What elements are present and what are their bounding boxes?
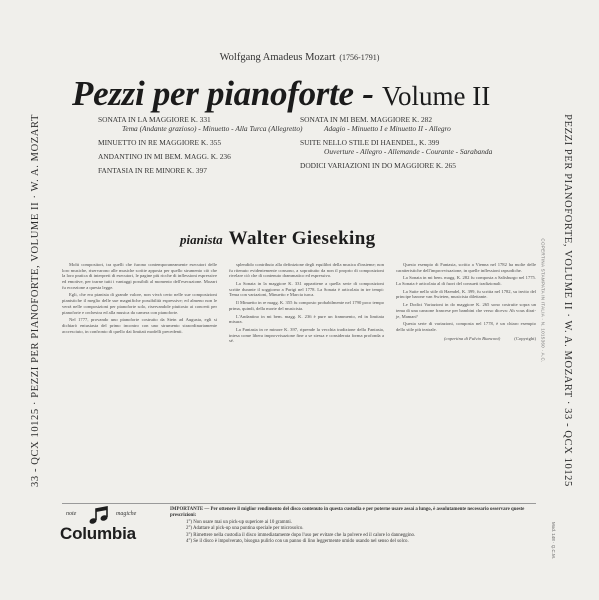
album-title-main: Pezzi per pianoforte	[72, 74, 354, 113]
spine-left	[20, 0, 50, 600]
liner-paragraph: Nel 1777, provando uno pianoforte costruito da Stein ad Augusta, egli si dichiarò entusiasta del primo incontro con uno strumento straordinariamente accresciuto, in confronto di quello dai limitati modelli precedenti.	[62, 317, 217, 334]
work-item	[98, 153, 308, 162]
liner-paragraph: Il Minuetto in re magg. K. 355 fu composto probabilmente nel 1790 poco tempo prima, quindi, della morte del musicista.	[229, 300, 384, 311]
important-notice	[170, 507, 536, 545]
work-item	[98, 116, 308, 134]
work-title: SUITE NELLO STILE DI HAENDEL, K. 399	[300, 137, 440, 147]
album-title	[72, 74, 490, 114]
composer-name: Wolfgang Amadeus Mozart	[219, 52, 336, 63]
important-item: 1°) Non usare mai un pick-up superiore ai 10 grammi.	[186, 519, 292, 525]
liner-paragraph: La Sonata in mi bem. magg. K. 282 fu composta a Salisburgo nel 1775. La Sonata è articolata al di fuori del consueti tradizionali.	[396, 275, 536, 287]
columbia-logo	[60, 508, 156, 568]
logo-word-note: note	[66, 511, 77, 517]
work-item	[300, 116, 540, 134]
work-movements: Adagio - Minuetto I e Minuetto II - Allegro	[324, 123, 451, 133]
liner-paragraph: splendido contributo alla definizione degli equilibri della musica d'insieme; non fu ritenuto evidentemente consono, a soprattutto da non il proprio di composizioni rivelare ciò che di contenuto drammatico ed espressivo.	[229, 262, 384, 279]
work-movements: Ouverture - Allegro - Allemande - Courante - Sarabanda	[324, 146, 493, 156]
work-title: SONATA IN MI BEM. MAGGIORE K. 282	[300, 115, 433, 124]
copyright-notice: (Copyright)	[514, 335, 536, 341]
composer-line	[0, 52, 599, 63]
important-item: 3°) Rimettere nella custodia il disco immediatamente dopo l'uso per evitare che la polvere ed il calore lo danneggino.	[186, 532, 416, 538]
important-item: 4°) Se il disco è impolverato, bisogna pulirlo con un panno di lino leggermente umido usando nel senso del solco.	[186, 538, 409, 544]
work-title: ANDANTINO IN MI BEM. MAGG. K. 236	[98, 151, 231, 161]
work-title: FANTASIA IN RE MINORE K. 397	[98, 165, 207, 175]
catalog-print-mark	[547, 510, 559, 570]
pianist-credit	[180, 228, 376, 250]
logo-word-magiche: magiche	[116, 511, 137, 517]
catalog-print-text: Mod. 148 · Q.C.M.	[550, 521, 556, 559]
liner-paragraph: Molti compositori, tra quelli che furono contemporaneamente esecutori delle loro musiche, riservarono alle musiche scritte apposta per quello strumento ciò che la loro pratica di interpreti di esecutori, le pagine più ricche di inflessioni espressive ed emotive, per trarne tutti i vantaggi possibili al momento dell'esecuzione. Mozart fu eccezione a questa legge.	[62, 262, 217, 290]
liner-paragraph: Le Dodici Variazioni in do maggiore K. 265 sono costruite sopra un tema di una canzone francese per bambini che verso diceva: Ah vous dirai-je, Maman?	[396, 302, 536, 319]
liner-paragraph: La Fantasia in re minore K. 397, riprende la vecchia tradizione della Fantasia, intesa come libera improvvisazione fine a se stessa e considerata forma profonda a sé.	[229, 326, 384, 344]
liner-notes-column-3	[396, 262, 536, 341]
important-heading: IMPORTANTE — Per ottenere il miglior rendimento del disco contenuto in questa custodia e per poterne usare assai a lungo, è assolutamente necessario osservare queste prescrizioni:	[170, 507, 525, 519]
work-title: DODICI VARIAZIONI IN DO MAGGIORE K. 265	[300, 160, 456, 170]
album-title-volume: Volume II	[382, 81, 491, 111]
magic-notes-icon	[86, 506, 112, 526]
works-list-left	[98, 116, 308, 180]
liner-notes-column-1	[62, 262, 217, 336]
liner-paragraph: Questo esempio di Fantasia, scritto a Vienna nel 1782 ha molte delle caratteristiche dell'improvvisazione, in quelle inflessioni rapsodiche.	[396, 262, 536, 273]
columbia-brand: Columbia	[60, 524, 136, 543]
work-item	[300, 162, 540, 171]
liner-paragraph: L'Andantino in mi bem. magg. K. 236 è pure un frammento, ed in limitata misura.	[229, 313, 384, 325]
work-movements: Tema (Andante grazioso) - Minuetto - Alla Turca (Allegretto)	[122, 123, 303, 133]
divider	[62, 503, 536, 504]
liner-paragraph: La Suite nello stile di Haendel, K. 399, fu scritta nel 1782, su invito del principe barone van Swieten, musicista dilettante.	[396, 288, 536, 300]
spine-right-text: PEZZI PER PIANOFORTE, VOLUME II · W. A. MOZART · 33 - QCX 10125	[561, 113, 573, 487]
album-title-dash: -	[353, 74, 383, 113]
pianist-name: Walter Gieseking	[228, 228, 376, 249]
fine-print-vertical-text: COPERTINA STAMPATA IN ITALIA · N. 1015360 · A.C.	[540, 237, 546, 363]
work-title: SONATA IN LA MAGGIORE K. 331	[98, 115, 211, 124]
cover-artist-credit: (copertina di Fulvio Bianconi)	[444, 335, 501, 341]
pianist-label: pianista	[180, 232, 223, 247]
spine-left-text: 33 - QCX 10125 · PEZZI PER PIANOFORTE, VOLUME II · W. A. MOZART	[29, 113, 41, 487]
work-item	[300, 139, 540, 157]
important-item: 2°) Adattare al pick-up una puntina speciale per microsolco.	[186, 526, 304, 532]
cover-credit	[396, 336, 536, 342]
work-item	[98, 139, 308, 148]
liner-paragraph: La Sonata in la maggiore K. 331 appartiene a quella serie di composizioni scritte durante il soggiorno a Parigi nel 1778. La Sonata è articolata in tre tempi: Tema con variazioni, Minuetto e Marcia turca.	[229, 281, 384, 298]
liner-paragraph: Questa serie di variazioni, composta nel 1778, è un chiaro esempio dello stile più teatrale.	[396, 321, 536, 332]
liner-notes-column-2	[229, 262, 384, 346]
work-item	[98, 167, 308, 176]
works-list-right	[300, 116, 540, 175]
work-title: MINUETTO IN RE MAGGIORE K. 355	[98, 137, 222, 147]
composer-years: (1756-1791)	[339, 53, 380, 62]
liner-paragraph: Egli, che era pianista di grande valore, non vivrà certo nelle sue composizioni pianistiche il meglio delle sue magnifiche possibilità espressive; ed almeno non le verrà nelle composizioni per pianoforte solo, riservandole piuttosto ai concerti per pianoforte e orchestra ed alla musica da camera con pianoforte.	[62, 292, 217, 315]
